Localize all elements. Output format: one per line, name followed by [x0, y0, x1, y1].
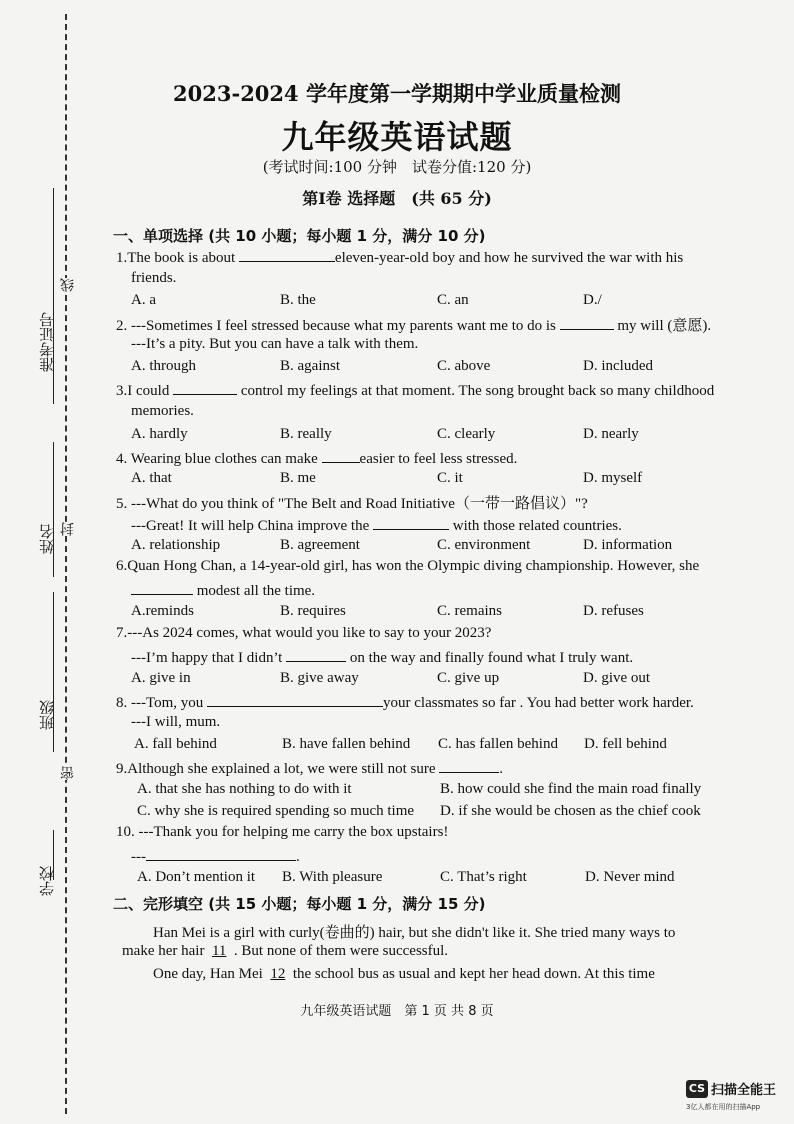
q2-option-a: A. through: [131, 358, 196, 374]
name-label: 姓名: [38, 524, 56, 554]
q8-line2: ---I will, mum.: [131, 714, 221, 730]
q7-option-b: B. give away: [280, 670, 359, 686]
part-heading: 第Ⅰ卷 选择题 (共 65 分): [302, 189, 492, 208]
q7-option-c: C. give up: [437, 670, 500, 686]
q10-line2: --- .: [131, 846, 300, 866]
section2-heading: 二、完形填空 (共 15 小题；每小题 1 分，满分 15 分): [113, 895, 486, 913]
q2-option-d: D. included: [583, 358, 653, 374]
q6-line1: 6.Quan Hong Chan, a 14-year-old girl, has won the Olympic diving championship. However, she: [116, 558, 700, 574]
q1-option-b: B. the: [280, 292, 316, 308]
q4-option-d: D. myself: [583, 470, 643, 486]
q3-line2: memories.: [131, 403, 194, 419]
scanner-app-tagline: 3亿人都在用的扫描App: [686, 1103, 761, 1111]
scanner-watermark: [686, 1078, 776, 1098]
q1-option-c: C. an: [437, 292, 469, 308]
q10-option-c: C. That’s right: [440, 869, 527, 885]
q8-option-a: A. fall behind: [134, 736, 217, 752]
q3-option-a: A. hardly: [131, 426, 188, 442]
q10-option-b: B. With pleasure: [282, 869, 383, 885]
cut-word-seal: 封: [60, 522, 76, 536]
q9-option-d: D. if she would be chosen as the chief cook: [440, 803, 701, 819]
exam-id-label: 准考证号: [38, 312, 56, 372]
section1-heading: 一、单项选择 (共 10 小题；每小题 1 分，满分 10 分): [113, 227, 486, 245]
page-footer: 九年级英语试题 第 1 页 共 8 页: [300, 1004, 494, 1019]
exam-info: (考试时间:100 分钟 试卷分值:120 分): [262, 158, 532, 176]
school-label: 学校: [38, 866, 56, 896]
cloze-paragraph2-line1: One day, Han Mei 12 the school bus as usual and kept her head down. At this time: [153, 966, 655, 982]
q4-option-a: A. that: [131, 470, 172, 486]
q8-option-b: B. have fallen behind: [282, 736, 411, 752]
q9-option-a: A. that she has nothing to do with it: [137, 781, 352, 797]
q6-option-d: D. refuses: [583, 603, 644, 619]
exam-title-main: 九年级英语试题: [281, 118, 513, 156]
q1-option-d: D./: [583, 292, 602, 308]
q6-option-a: A.reminds: [131, 603, 194, 619]
q4-option-b: B. me: [280, 470, 316, 486]
q1-line1: 1.The book is about eleven-year-old boy and how he survived the war with his: [116, 247, 683, 267]
q3-option-d: D. nearly: [583, 426, 639, 442]
q9-option-c: C. why she is required spending so much time: [137, 803, 415, 819]
q8-option-d: D. fell behind: [584, 736, 667, 752]
q7-option-d: D. give out: [583, 670, 651, 686]
q6-line2: modest all the time.: [131, 580, 315, 600]
q1-line2: friends.: [131, 270, 177, 286]
q5-option-c: C. environment: [437, 537, 531, 553]
q6-option-c: C. remains: [437, 603, 502, 619]
q6-option-b: B. requires: [280, 603, 346, 619]
q3-line1: 3.I could control my feelings at that moment. The song brought back so many childhood: [116, 380, 714, 400]
q2-line2: ---It’s a pity. But you can have a talk with them.: [131, 336, 419, 352]
q5-option-d: D. information: [583, 537, 673, 553]
q1-option-a: A. a: [131, 292, 156, 308]
q2-option-c: C. above: [437, 358, 491, 374]
q7-line2: ---I’m happy that I didn’t on the way and finally found what I truly want.: [131, 647, 633, 667]
scanner-app-name: 扫描全能王: [711, 1083, 777, 1098]
q8-option-c: C. has fallen behind: [438, 736, 558, 752]
q9-option-b: B. how could she find the main road finally: [440, 781, 702, 797]
q5-option-b: B. agreement: [280, 537, 360, 553]
q3-option-b: B. really: [280, 426, 332, 442]
q4-line1: 4. Wearing blue clothes can make easier to feel less stressed.: [116, 448, 517, 468]
binding-dashed-line: [65, 14, 67, 1114]
q8-line1: 8. ---Tom, you your classmates so far . You had better work harder.: [116, 692, 694, 712]
q5-option-a: A. relationship: [131, 537, 221, 553]
name-underline: [53, 442, 54, 577]
q10-option-d: D. Never mind: [585, 869, 675, 885]
cloze-paragraph1-line2: make her hair 11 . But none of them were successful.: [122, 943, 449, 959]
q3-option-c: C. clearly: [437, 426, 496, 442]
q2-line1: 2. ---Sometimes I feel stressed because what my parents want me to do is my will (意愿).: [116, 314, 711, 335]
q2-option-b: B. against: [280, 358, 340, 374]
class-label: 班级: [38, 700, 56, 730]
q10-line1: 10. ---Thank you for helping me carry the box upstairs!: [116, 824, 449, 840]
cs-logo-icon: CS: [686, 1080, 708, 1098]
q7-line1: 7.---As 2024 comes, what would you like to say to your 2023?: [116, 625, 492, 641]
q5-line1: 5. ---What do you think of "The Belt and Road Initiative（一带一路倡议）"?: [116, 496, 588, 512]
cut-word-secret: 密: [60, 766, 76, 780]
q9-line1: 9.Although she explained a lot, we were still not sure .: [116, 758, 503, 778]
q10-option-a: A. Don’t mention it: [137, 869, 256, 885]
cloze-paragraph1-line1: Han Mei is a girl with curly(卷曲的) hair, but she didn't like it. She tried many ways to: [153, 925, 676, 941]
cut-word-line: 线: [60, 278, 76, 292]
q4-option-c: C. it: [437, 470, 463, 486]
exam-title-line: 2023-2024 学年度第一学期期中学业质量检测: [173, 81, 621, 106]
q5-line2: ---Great! It will help China improve the with those related countries.: [131, 515, 622, 535]
q7-option-a: A. give in: [131, 670, 191, 686]
